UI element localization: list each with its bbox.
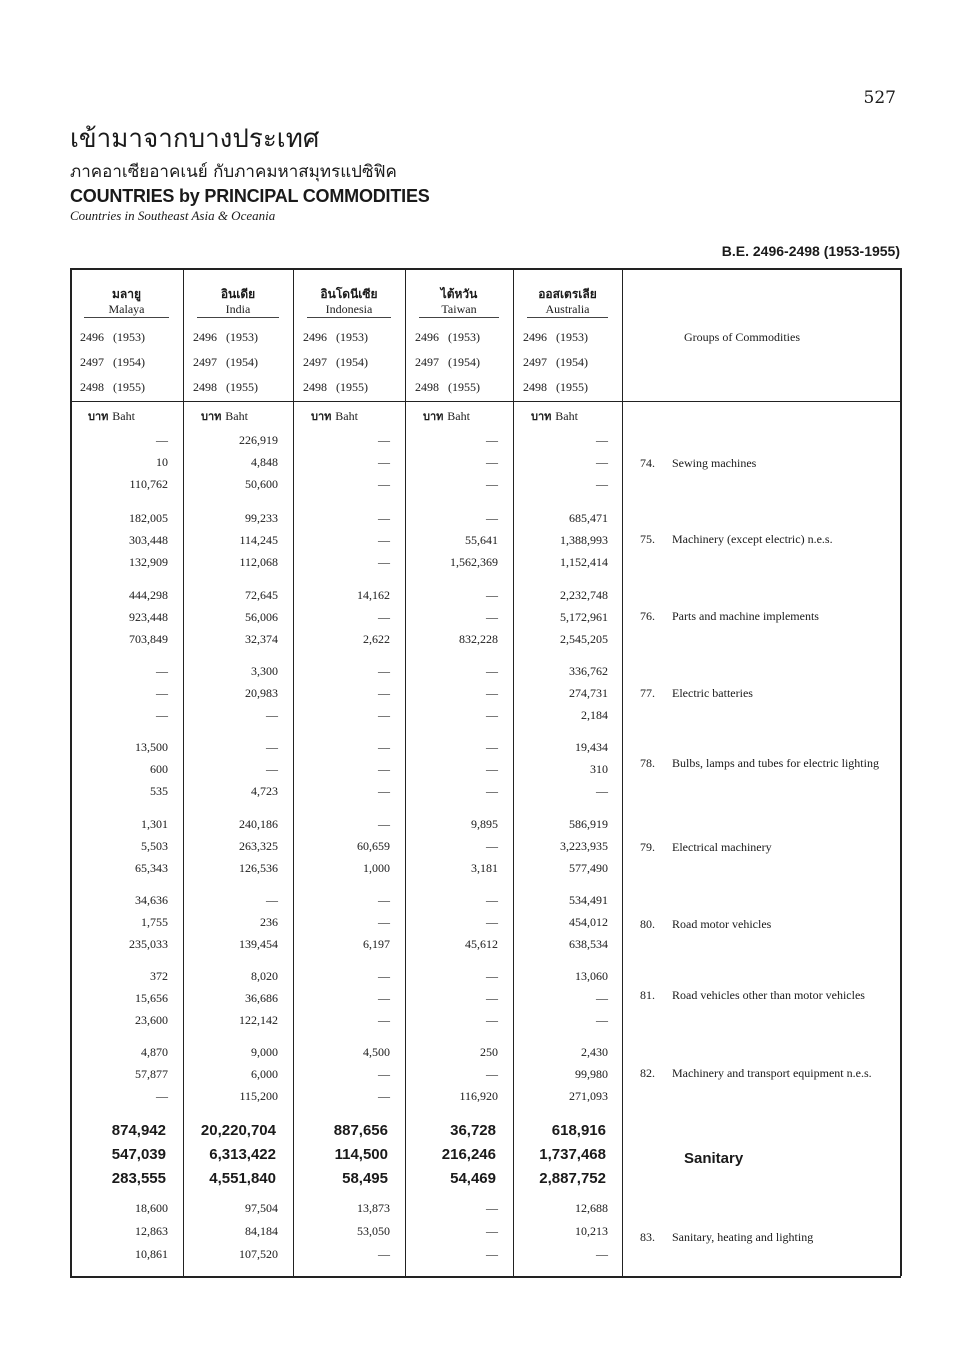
group-number: 75. xyxy=(640,532,655,546)
group-label: Road motor vehicles xyxy=(672,917,772,931)
year-be: 2497 xyxy=(523,355,547,369)
total-cell: 36,728 xyxy=(450,1122,496,1139)
year-label xyxy=(193,355,258,370)
year-ad: (1953) xyxy=(223,330,258,344)
total-cell: 2,887,752 xyxy=(539,1170,606,1187)
table-cell: — xyxy=(266,740,278,754)
year-label xyxy=(303,330,368,345)
table-cell: — xyxy=(378,708,390,722)
groups-header: Groups of Commodities xyxy=(684,330,800,344)
table-cell: 9,895 xyxy=(471,817,498,831)
table-cell: — xyxy=(378,511,390,525)
table-cell: 107,520 xyxy=(239,1247,278,1261)
year-ad: (1953) xyxy=(445,330,480,344)
unit-thai: บาท xyxy=(88,410,113,423)
table-cell: 4,870 xyxy=(141,1045,168,1059)
table-cell: 372 xyxy=(150,969,168,983)
table-cell: — xyxy=(486,740,498,754)
table-cell: 923,448 xyxy=(129,610,168,624)
table-cell: — xyxy=(378,1089,390,1103)
table-cell: — xyxy=(156,664,168,678)
table-cell: 114,245 xyxy=(239,533,278,547)
country-header-taiwan xyxy=(419,287,499,318)
table-cell: 53,050 xyxy=(357,1224,390,1238)
table-cell: — xyxy=(378,533,390,547)
table-cell: 4,723 xyxy=(251,784,278,798)
total-cell: 58,495 xyxy=(342,1170,388,1187)
group-number: 82. xyxy=(640,1066,655,1080)
table-cell: 274,731 xyxy=(569,686,608,700)
year-be: 2498 xyxy=(193,380,217,394)
table-cell: — xyxy=(378,740,390,754)
group-label: Parts and machine implements xyxy=(672,609,819,623)
year-label xyxy=(80,355,145,370)
group-number: 79. xyxy=(640,840,655,854)
table-cell: 638,534 xyxy=(569,937,608,951)
year-be: 2497 xyxy=(303,355,327,369)
table-cell: 13,500 xyxy=(135,740,168,754)
group-number: 74. xyxy=(640,456,655,470)
table-cell: 18,600 xyxy=(135,1201,168,1215)
country-thai-name: อินเดีย xyxy=(220,287,256,301)
table-cell: — xyxy=(596,1013,608,1027)
table-cell: — xyxy=(378,1067,390,1081)
table-cell: 23,600 xyxy=(135,1013,168,1027)
commodity-group-80 xyxy=(640,917,898,931)
commodity-group-79 xyxy=(640,840,898,854)
table-cell: — xyxy=(486,610,498,624)
table-cell: 1,000 xyxy=(363,861,390,875)
table-cell: — xyxy=(486,991,498,1005)
year-be: 2498 xyxy=(80,380,104,394)
column-divider xyxy=(900,268,902,1276)
table-cell: 586,919 xyxy=(569,817,608,831)
table-cell: 97,504 xyxy=(245,1201,278,1215)
table-cell: 235,033 xyxy=(129,937,168,951)
table-cell: 226,919 xyxy=(239,433,278,447)
country-english-name: India xyxy=(197,302,279,318)
table-cell: — xyxy=(156,433,168,447)
table-cell: — xyxy=(378,455,390,469)
table-cell: 20,983 xyxy=(245,686,278,700)
table-cell: 6,000 xyxy=(251,1067,278,1081)
country-english-name: Malaya xyxy=(84,302,169,318)
group-label: Road vehicles other than motor vehicles xyxy=(672,988,865,1002)
table-cell: 336,762 xyxy=(569,664,608,678)
group-label: Machinery (except electric) n.e.s. xyxy=(672,532,833,546)
table-cell: 1,562,369 xyxy=(450,555,498,569)
commodity-group-74 xyxy=(640,456,898,470)
total-cell: 887,656 xyxy=(333,1122,388,1139)
table-cell: 310 xyxy=(590,762,608,776)
table-cell: — xyxy=(596,991,608,1005)
table-cell: 535 xyxy=(150,784,168,798)
table-cell: 1,152,414 xyxy=(560,555,608,569)
table-cell: — xyxy=(486,433,498,447)
table-cell: — xyxy=(486,455,498,469)
table-cell: 57,877 xyxy=(135,1067,168,1081)
country-thai-name: ออสเตรเลีย xyxy=(538,287,597,301)
table-cell: 240,186 xyxy=(239,817,278,831)
year-label xyxy=(523,355,588,370)
table-cell: — xyxy=(378,817,390,831)
group-label: Electrical machinery xyxy=(672,840,772,854)
table-cell: — xyxy=(486,664,498,678)
table-cell: 1,301 xyxy=(141,817,168,831)
table-cell: 454,012 xyxy=(569,915,608,929)
column-divider xyxy=(622,268,623,1276)
commodity-group-78 xyxy=(640,756,898,770)
unit-en: Baht xyxy=(112,409,135,423)
group-number: 83. xyxy=(640,1230,655,1244)
table-cell: — xyxy=(378,433,390,447)
table-cell: 19,434 xyxy=(575,740,608,754)
year-label xyxy=(80,380,145,395)
table-cell: 182,005 xyxy=(129,511,168,525)
group-label: Sewing machines xyxy=(672,456,757,470)
table-cell: 13,060 xyxy=(575,969,608,983)
table-cell: — xyxy=(378,477,390,491)
section-label-sanitary: Sanitary xyxy=(684,1150,744,1167)
total-cell: 1,737,468 xyxy=(539,1146,606,1163)
year-be: 2497 xyxy=(193,355,217,369)
unit-en: Baht xyxy=(225,409,248,423)
group-number: 78. xyxy=(640,756,655,770)
table-cell: 263,325 xyxy=(239,839,278,853)
table-cell: — xyxy=(266,893,278,907)
unit-label xyxy=(531,407,578,425)
table-cell: — xyxy=(486,784,498,798)
table-cell: — xyxy=(156,708,168,722)
country-thai-name: มลายู xyxy=(111,287,142,301)
table-cell: — xyxy=(486,1201,498,1215)
table-cell: — xyxy=(486,708,498,722)
table-cell: 2,232,748 xyxy=(560,588,608,602)
table-cell: 10 xyxy=(156,455,168,469)
table-cell: — xyxy=(378,610,390,624)
year-be: 2496 xyxy=(303,330,327,344)
table-cell: — xyxy=(378,1247,390,1261)
year-ad: (1955) xyxy=(223,380,258,394)
group-number: 77. xyxy=(640,686,655,700)
table-cell: 55,641 xyxy=(465,533,498,547)
table-cell: 5,172,961 xyxy=(560,610,608,624)
table-cell: 139,454 xyxy=(239,937,278,951)
unit-en: Baht xyxy=(335,409,358,423)
table-cell: — xyxy=(486,511,498,525)
table-cell: 9,000 xyxy=(251,1045,278,1059)
thai-subtitle: ภาคอาเซียอาคเนย์ กับภาคมหาสมุทรแปซิฟิค xyxy=(70,162,397,182)
unit-thai: บาท xyxy=(311,410,336,423)
table-cell: — xyxy=(266,708,278,722)
table-cell: 50,600 xyxy=(245,477,278,491)
table-cell: — xyxy=(486,1067,498,1081)
group-label: Sanitary, heating and lighting xyxy=(672,1230,814,1244)
table-cell: 56,006 xyxy=(245,610,278,624)
table-cell: 132,909 xyxy=(129,555,168,569)
table-cell: — xyxy=(486,1013,498,1027)
table-top-rule xyxy=(70,268,901,270)
table-cell: 10,213 xyxy=(575,1224,608,1238)
table-cell: — xyxy=(378,762,390,776)
year-label xyxy=(80,330,145,345)
country-header-indonesia xyxy=(307,287,391,318)
table-cell: — xyxy=(156,1089,168,1103)
country-english-name: Taiwan xyxy=(419,302,499,318)
table-cell: 2,430 xyxy=(581,1045,608,1059)
country-thai-name: ไต้หวัน xyxy=(440,287,478,301)
table-cell: 2,622 xyxy=(363,632,390,646)
table-cell: — xyxy=(378,784,390,798)
table-cell: 2,545,205 xyxy=(560,632,608,646)
table-cell: 703,849 xyxy=(129,632,168,646)
total-cell: 547,039 xyxy=(111,1146,166,1163)
year-label xyxy=(523,380,588,395)
country-header-australia xyxy=(527,287,608,318)
unit-en: Baht xyxy=(555,409,578,423)
unit-label xyxy=(423,407,470,425)
table-cell: 4,848 xyxy=(251,455,278,469)
table-cell: 600 xyxy=(150,762,168,776)
table-cell: 32,374 xyxy=(245,632,278,646)
table-cell: 99,980 xyxy=(575,1067,608,1081)
year-ad: (1955) xyxy=(445,380,480,394)
table-cell: 4,500 xyxy=(363,1045,390,1059)
table-cell: 6,197 xyxy=(363,937,390,951)
table-cell: 112,068 xyxy=(239,555,278,569)
table-cell: 577,490 xyxy=(569,861,608,875)
table-cell: 10,861 xyxy=(135,1247,168,1261)
year-label xyxy=(303,380,368,395)
column-divider xyxy=(405,268,406,1276)
table-cell: 13,873 xyxy=(357,1201,390,1215)
page-title: COUNTRIES by PRINCIPAL COMMODITIES xyxy=(70,186,430,206)
table-cell: 271,093 xyxy=(569,1089,608,1103)
unit-thai: บาท xyxy=(201,410,226,423)
year-ad: (1953) xyxy=(110,330,145,344)
table-cell: 832,228 xyxy=(459,632,498,646)
table-cell: — xyxy=(596,477,608,491)
unit-en: Baht xyxy=(447,409,470,423)
table-cell: — xyxy=(486,762,498,776)
table-bottom-rule xyxy=(70,1276,901,1278)
table-cell: 444,298 xyxy=(129,588,168,602)
table-cell: 250 xyxy=(480,1045,498,1059)
table-cell: — xyxy=(486,969,498,983)
table-cell: — xyxy=(486,1247,498,1261)
table-cell: 3,181 xyxy=(471,861,498,875)
table-cell: — xyxy=(378,991,390,1005)
year-ad: (1955) xyxy=(553,380,588,394)
year-be: 2496 xyxy=(523,330,547,344)
table-cell: 14,162 xyxy=(357,588,390,602)
table-cell: — xyxy=(486,686,498,700)
table-cell: 84,184 xyxy=(245,1224,278,1238)
table-cell: 34,636 xyxy=(135,893,168,907)
column-divider xyxy=(70,268,72,1276)
column-divider xyxy=(513,268,514,1276)
column-divider xyxy=(293,268,294,1276)
year-be: 2496 xyxy=(193,330,217,344)
year-ad: (1954) xyxy=(553,355,588,369)
year-be: 2498 xyxy=(523,380,547,394)
table-cell: — xyxy=(486,839,498,853)
year-be: 2496 xyxy=(415,330,439,344)
country-english-name: Indonesia xyxy=(307,302,391,318)
unit-label xyxy=(311,407,358,425)
table-cell: — xyxy=(266,762,278,776)
group-number: 76. xyxy=(640,609,655,623)
table-cell: 45,612 xyxy=(465,937,498,951)
table-cell: 99,233 xyxy=(245,511,278,525)
commodity-group-83 xyxy=(640,1230,898,1244)
table-cell: — xyxy=(486,588,498,602)
table-cell: — xyxy=(596,784,608,798)
table-cell: — xyxy=(596,455,608,469)
commodity-group-81 xyxy=(640,988,898,1002)
table-cell: 3,300 xyxy=(251,664,278,678)
commodity-group-82 xyxy=(640,1066,898,1080)
group-label: Machinery and transport equipment n.e.s. xyxy=(672,1066,872,1080)
table-cell: 8,020 xyxy=(251,969,278,983)
year-ad: (1954) xyxy=(110,355,145,369)
total-cell: 216,246 xyxy=(441,1146,496,1163)
year-label xyxy=(415,355,480,370)
table-cell: 12,863 xyxy=(135,1224,168,1238)
year-be: 2498 xyxy=(303,380,327,394)
year-be: 2498 xyxy=(415,380,439,394)
table-cell: 36,686 xyxy=(245,991,278,1005)
table-cell: — xyxy=(486,915,498,929)
unit-label xyxy=(88,407,135,425)
table-cell: 60,659 xyxy=(357,839,390,853)
year-ad: (1954) xyxy=(333,355,368,369)
page-subtitle: Countries in Southeast Asia & Oceania xyxy=(70,208,276,223)
thai-title: เข้ามาจากบางประเทศ xyxy=(70,124,320,154)
table-cell: — xyxy=(378,555,390,569)
year-label xyxy=(415,330,480,345)
table-cell: 12,688 xyxy=(575,1201,608,1215)
table-cell: — xyxy=(486,477,498,491)
table-cell: 5,503 xyxy=(141,839,168,853)
table-cell: — xyxy=(596,1247,608,1261)
year-be: 2497 xyxy=(415,355,439,369)
table-cell: 72,645 xyxy=(245,588,278,602)
table-cell: — xyxy=(486,893,498,907)
page-number: 527 xyxy=(863,88,896,108)
total-cell: 283,555 xyxy=(111,1170,166,1187)
table-cell: 236 xyxy=(260,915,278,929)
table-cell: — xyxy=(378,969,390,983)
group-label: Bulbs, lamps and tubes for electric lighting xyxy=(672,756,879,770)
total-cell: 20,220,704 xyxy=(200,1122,276,1139)
table-cell: 15,656 xyxy=(135,991,168,1005)
year-label xyxy=(193,330,258,345)
table-cell: — xyxy=(378,893,390,907)
group-number: 81. xyxy=(640,988,655,1002)
table-cell: 685,471 xyxy=(569,511,608,525)
table-cell: 110,762 xyxy=(129,477,168,491)
table-cell: — xyxy=(378,686,390,700)
unit-thai: บาท xyxy=(423,410,448,423)
unit-label xyxy=(201,407,248,425)
total-cell: 874,942 xyxy=(111,1122,166,1139)
table-cell: — xyxy=(378,1013,390,1027)
group-label: Electric batteries xyxy=(672,686,753,700)
period-label: B.E. 2496-2498 (1953-1955) xyxy=(721,243,900,259)
table-cell: — xyxy=(156,686,168,700)
year-label xyxy=(523,330,588,345)
year-ad: (1954) xyxy=(223,355,258,369)
table-cell: 534,491 xyxy=(569,893,608,907)
table-cell: — xyxy=(596,433,608,447)
table-cell: 2,184 xyxy=(581,708,608,722)
table-cell: 122,142 xyxy=(239,1013,278,1027)
year-ad: (1954) xyxy=(445,355,480,369)
total-cell: 114,500 xyxy=(334,1146,388,1163)
year-be: 2496 xyxy=(80,330,104,344)
country-thai-name: อินโดนีเซีย xyxy=(320,287,378,301)
commodity-group-77 xyxy=(640,686,898,700)
group-number: 80. xyxy=(640,917,655,931)
table-cell: — xyxy=(486,1224,498,1238)
year-ad: (1955) xyxy=(110,380,145,394)
total-cell: 54,469 xyxy=(450,1170,496,1187)
unit-thai: บาท xyxy=(531,410,556,423)
year-be: 2497 xyxy=(80,355,104,369)
table-cell: 1,388,993 xyxy=(560,533,608,547)
country-header-malaya xyxy=(84,287,169,318)
table-cell: 126,536 xyxy=(239,861,278,875)
table-cell: — xyxy=(378,664,390,678)
country-english-name: Australia xyxy=(527,302,608,318)
total-cell: 6,313,422 xyxy=(209,1146,276,1163)
year-ad: (1955) xyxy=(333,380,368,394)
column-divider xyxy=(183,268,184,1276)
table-cell: 116,920 xyxy=(459,1089,498,1103)
commodity-group-76 xyxy=(640,609,898,623)
table-cell: 115,200 xyxy=(239,1089,278,1103)
year-ad: (1953) xyxy=(333,330,368,344)
year-ad: (1953) xyxy=(553,330,588,344)
commodity-group-75 xyxy=(640,532,898,546)
table-cell: — xyxy=(378,915,390,929)
table-cell: 3,223,935 xyxy=(560,839,608,853)
total-cell: 618,916 xyxy=(551,1122,606,1139)
country-header-india xyxy=(197,287,279,318)
year-label xyxy=(303,355,368,370)
header-bottom-rule xyxy=(70,401,901,402)
year-label xyxy=(193,380,258,395)
year-label xyxy=(415,380,480,395)
table-cell: 1,755 xyxy=(141,915,168,929)
table-cell: 65,343 xyxy=(135,861,168,875)
table-cell: 303,448 xyxy=(129,533,168,547)
total-cell: 4,551,840 xyxy=(209,1170,276,1187)
